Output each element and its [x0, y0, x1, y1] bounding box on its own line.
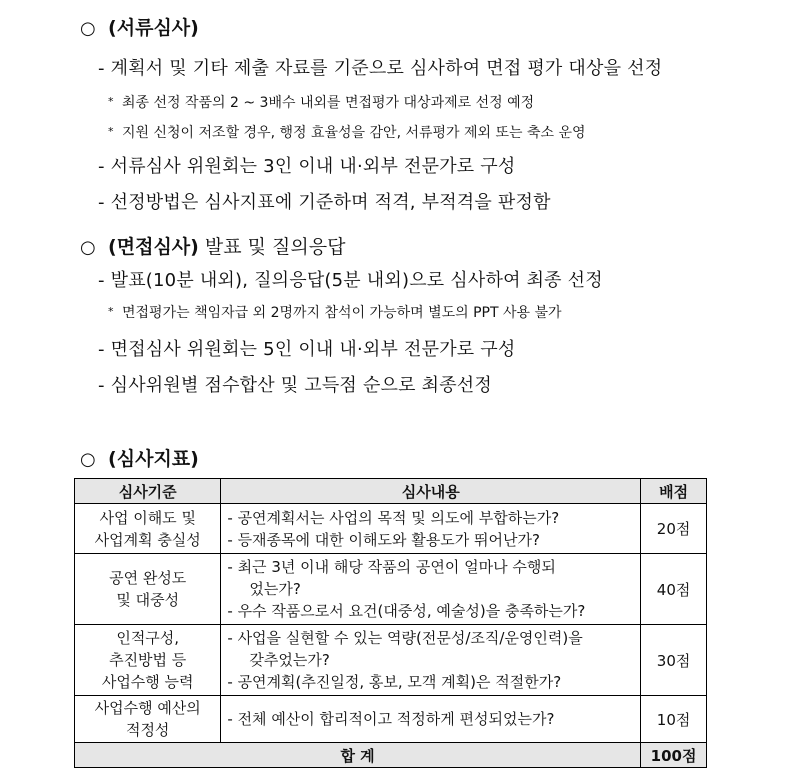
- content-line: - 등재종목에 대한 이해도와 활용도가 뛰어난가?: [227, 530, 540, 549]
- criteria-line: 및 대중성: [116, 591, 180, 609]
- content-line: - 사업을 실현할 수 있는 역량(전문성/조직/운영인력)을: [227, 629, 583, 647]
- table-row: [75, 696, 707, 743]
- points-cell: 10점: [641, 696, 707, 743]
- content-cell: [221, 554, 641, 625]
- screening-item-2: - 서류심사 위원회는 3인 이내 내·외부 전문가로 구성: [98, 156, 516, 177]
- content-cell: [221, 504, 641, 554]
- criteria-line: 추진방법 등: [109, 651, 187, 669]
- table-row: [75, 625, 707, 696]
- section-interview-heading: [80, 232, 345, 259]
- section-bullet: ○: [80, 237, 96, 258]
- note-marker: *: [108, 95, 114, 108]
- total-points: 100점: [641, 743, 707, 768]
- screening-item-3: - 선정방법은 심사지표에 기준하며 적격, 부적격을 판정함: [98, 192, 551, 213]
- table-row: [75, 554, 707, 625]
- note-text: 면접평가는 책임자급 외 2명까지 참석이 가능하며 별도의 PPT 사용 불가: [122, 305, 562, 321]
- screening-item-1: - 계획서 및 기타 제출 자료를 기준으로 심사하여 면접 평가 대상을 선정: [98, 58, 663, 79]
- screening-note-2: [108, 122, 586, 142]
- content-line: - 공연계획(추진일정, 홍보, 모객 계획)은 적절한가?: [227, 673, 562, 691]
- note-marker: *: [108, 125, 114, 138]
- screening-note-1: [108, 92, 534, 112]
- content-line: 갖추었는가?: [249, 651, 330, 669]
- criteria-line: 사업수행 능력: [101, 673, 194, 691]
- points-cell: 20점: [641, 504, 707, 554]
- content-line: - 공연계획서는 사업의 목적 및 의도에 부합하는가?: [227, 508, 560, 527]
- points-cell: 30점: [641, 625, 707, 696]
- table-row: [75, 504, 707, 554]
- section-criteria-heading: [80, 444, 199, 471]
- section-subtitle: 발표 및 질의응답: [198, 236, 346, 258]
- section-bullet: ○: [80, 449, 96, 470]
- points-cell: 40점: [641, 554, 707, 625]
- interview-item-1: - 발표(10분 내외), 질의응답(5분 내외)으로 심사하여 최종 선정: [98, 270, 603, 291]
- criteria-cell: [75, 625, 221, 696]
- criteria-cell: [75, 696, 221, 743]
- criteria-cell: [75, 504, 221, 554]
- note-text: 지원 신청이 저조할 경우, 행정 효율성을 감안, 서류평가 제외 또는 축소 운영: [122, 125, 586, 141]
- content-line: 었는가?: [249, 580, 301, 598]
- criteria-table: [74, 478, 707, 768]
- interview-note-1: [108, 302, 562, 322]
- table-total-row: [75, 743, 707, 768]
- total-label: 합 계: [75, 743, 641, 768]
- criteria-line: 사업수행 예산의: [94, 699, 201, 717]
- note-marker: *: [108, 305, 114, 318]
- content-cell: [221, 625, 641, 696]
- interview-item-2: - 면접심사 위원회는 5인 이내 내·외부 전문가로 구성: [98, 339, 516, 360]
- section-bullet: ○: [80, 18, 96, 39]
- note-text: 최종 선정 작품의 2 ~ 3배수 내외를 면접평가 대상과제로 선정 예정: [122, 95, 535, 111]
- section-screening-heading: [80, 13, 199, 40]
- header-content: 심사내용: [221, 479, 641, 504]
- criteria-line: 사업계획 충실성: [94, 530, 201, 549]
- criteria-line: 적정성: [125, 721, 170, 739]
- section-title: (면접심사): [108, 236, 199, 258]
- header-points: 배점: [641, 479, 707, 504]
- content-line: - 우수 작품으로서 요건(대중성, 예술성)을 충족하는가?: [227, 602, 586, 620]
- header-criteria: 심사기준: [75, 479, 221, 504]
- criteria-line: 인적구성,: [116, 629, 180, 647]
- section-title: (심사지표): [108, 448, 199, 470]
- content-line: - 최근 3년 이내 해당 작품의 공연이 얼마나 수행되: [227, 558, 556, 576]
- section-title: (서류심사): [108, 17, 199, 39]
- content-line: - 전체 예산이 합리적이고 적정하게 편성되었는가?: [227, 710, 555, 728]
- criteria-line: 사업 이해도 및: [99, 508, 196, 527]
- table-header-row: [75, 479, 707, 504]
- interview-item-3: - 심사위원별 점수합산 및 고득점 순으로 최종선정: [98, 375, 492, 396]
- content-cell: [221, 696, 641, 743]
- criteria-cell: [75, 554, 221, 625]
- criteria-line: 공연 완성도: [109, 569, 187, 587]
